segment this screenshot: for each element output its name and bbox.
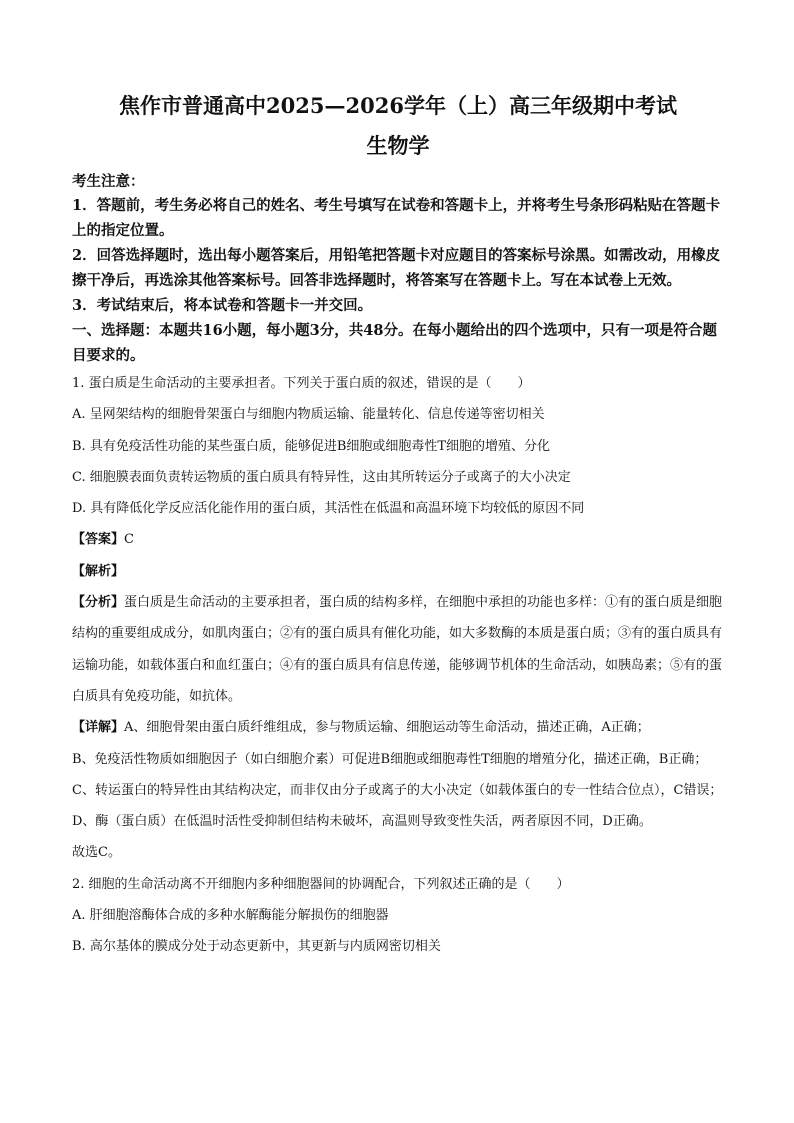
question-1-option-b: B. 具有免疫活性功能的某些蛋白质，能够促进B细胞或细胞毒性T细胞的增殖、分化 — [72, 438, 551, 454]
notice-item-2: 2．回答选择题时，选出每小题答案后，用铅笔把答题卡对应题目的答案标号涂黑。如需改动，用橡皮擦干净后，再选涂其他答案标号。回答非选择题时，将答案写在答题卡上。写在本试卷上无效。 — [72, 247, 721, 289]
notice-item-3: 3．考试结束后，将本试卷和答题卡一并交回。 — [72, 297, 373, 314]
question-1-answer — [72, 524, 724, 555]
fenxi-text: 蛋白质是生命活动的主要承担者，蛋白质的结构多样，在细胞中承担的功能也多样：①有的蛋白质是细胞结构的重要组成成分，如肌肉蛋白；②有的蛋白质具有催化功能，如大多数酶的本质是蛋白质；③有的蛋白质具有运输功能，如载体蛋白和血红蛋白；④有的蛋白质具有信息传递，能够调节机体的生命活动，如胰岛素；⑤有的蛋白质具有免疫功能，如抗体。 — [72, 595, 723, 704]
question-1-detail-b: B、免疫活性物质如细胞因子（如白细胞介素）可促进B细胞或细胞毒性T细胞的增殖分化，描述正确，B正确； — [72, 751, 708, 767]
question-1-detail-a — [72, 712, 724, 743]
answer-label: 【答案】 — [72, 532, 125, 548]
fenxi-label: 【分析】 — [72, 595, 125, 611]
analysis-label: 【解析】 — [72, 563, 125, 579]
question-1-option-a: A. 呈网架结构的细胞骨架蛋白与细胞内物质运输、能量转化、信息传递等密切相关 — [72, 407, 545, 423]
question-1-conclusion: 故选C。 — [72, 845, 121, 861]
question-1-stem: 1. 蛋白质是生命活动的主要承担者。下列关于蛋白质的叙述，错误的是（ ） — [72, 376, 531, 391]
notice-heading: 考生注意： — [72, 173, 145, 190]
question-1-option-d: D. 具有降低化学反应活化能作用的蛋白质，其活性在低温和高温环境下均较低的原因不同 — [72, 501, 585, 517]
question-1-detail-c: C、转运蛋白的特异性由其结构决定，而非仅由分子或离子的大小决定（如载体蛋白的专一性结合位点），C错误； — [72, 782, 723, 798]
detail-a-text: A、细胞骨架由蛋白质纤维组成，参与物质运输、细胞运动等生命活动，描述正确，A正确； — [124, 720, 650, 736]
exam-title: 焦作市普通高中2025—2026学年（上）高三年级期中考试 — [119, 93, 677, 118]
section-heading: 一、选择题：本题共16小题，每小题3分，共48分。在每小题给出的四个选项中，只有一项是符合题目要求的。 — [72, 322, 717, 364]
question-2-option-b: B. 高尔基体的膜成分处于动态更新中，其更新与内质网密切相关 — [72, 939, 441, 955]
question-1-analysis-heading — [72, 556, 724, 587]
question-2-option-a: A. 肝细胞溶酶体合成的多种水解酶能分解损伤的细胞器 — [72, 908, 389, 924]
subject-title: 生物学 — [366, 133, 430, 158]
question-2-stem: 2. 细胞的生命活动离不开细胞内多种细胞器间的协调配合，下列叙述正确的是（ ） — [72, 876, 570, 892]
question-1-option-c: C. 细胞膜表面负责转运物质的蛋白质具有特异性，这由其所转运分子或离子的大小决定 — [72, 469, 571, 485]
notice-item-1: 1．答题前，考生务必将自己的姓名、考生号填写在试卷和答题卡上，并将考生号条形码粘贴在答题卡上的指定位置。 — [72, 197, 721, 239]
answer-value: C — [124, 532, 134, 548]
detail-label: 【详解】 — [72, 720, 125, 736]
question-1-fenxi — [72, 587, 724, 712]
question-1-detail-d: D、酶（蛋白质）在低温时活性受抑制但结构未破坏，高温则导致变性失活，两者原因不同，D正确。 — [72, 814, 652, 830]
